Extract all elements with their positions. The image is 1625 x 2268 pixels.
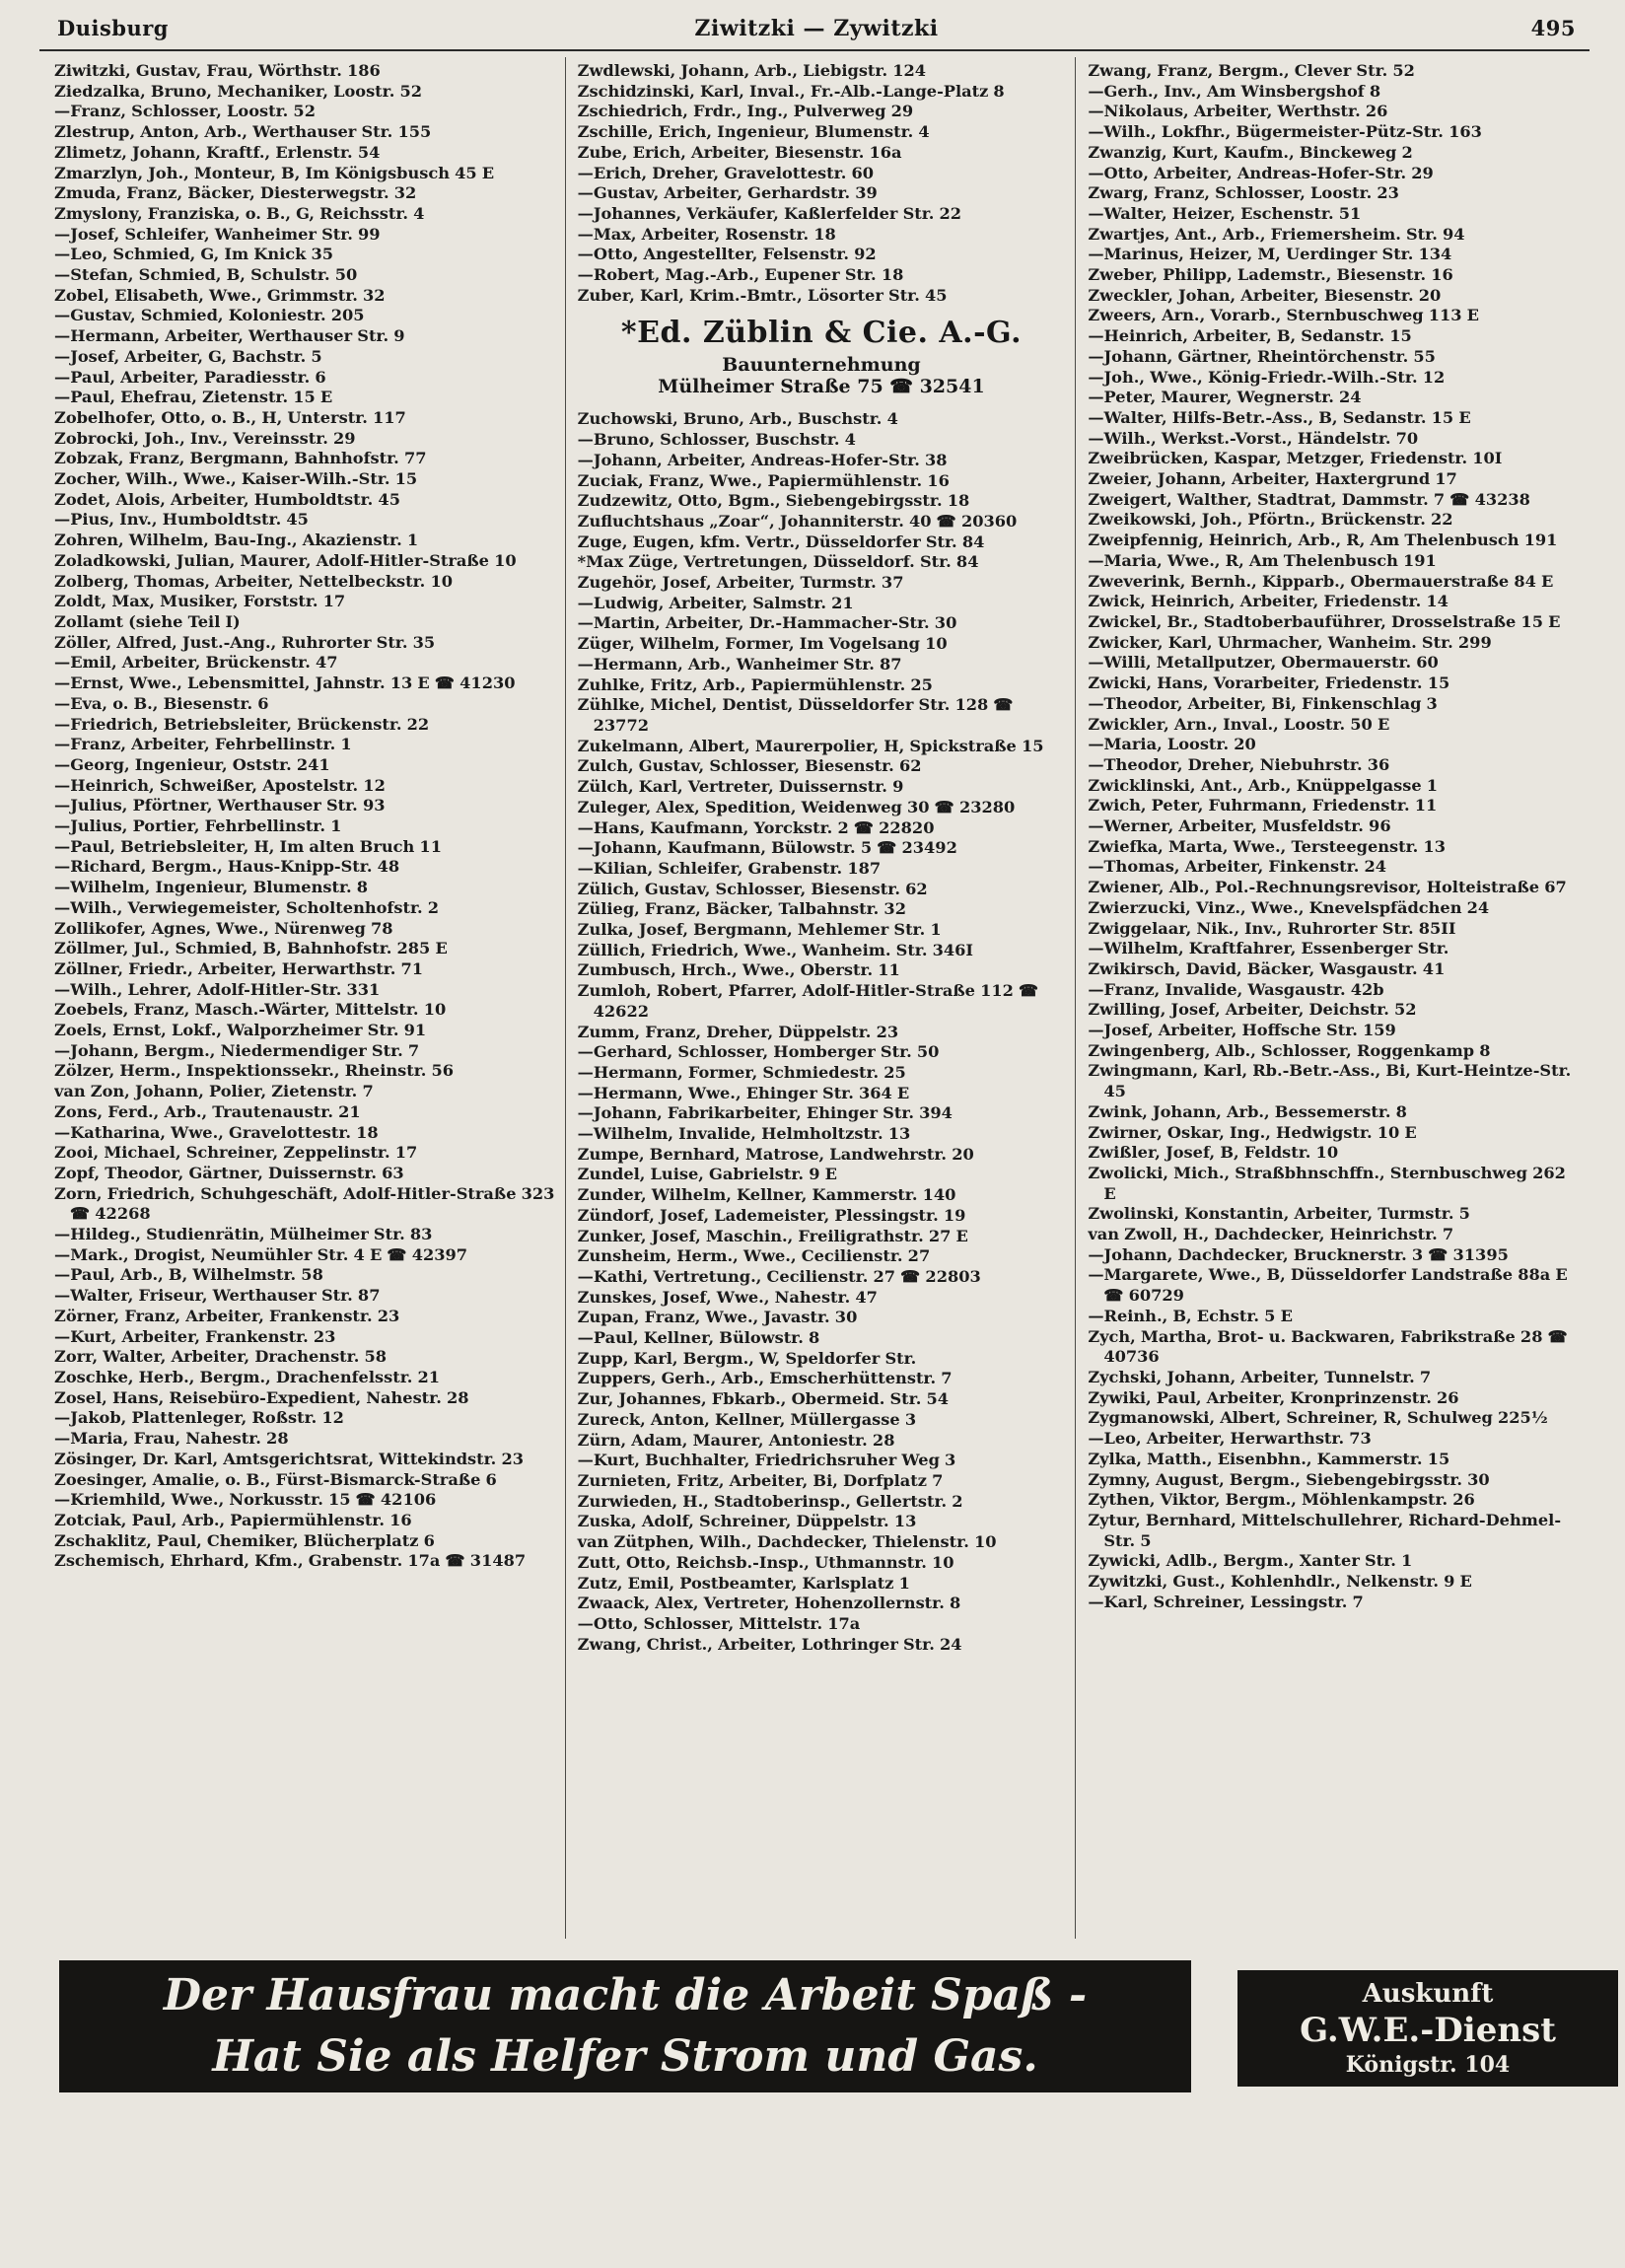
- directory-entry: —Theodor, Dreher, Niebuhrstr. 36: [1088, 754, 1390, 774]
- directory-entry: Zwanzig, Kurt, Kaufm., Binckeweg 2: [1088, 142, 1413, 162]
- directory-entry: Zweikowski, Joh., Pförtn., Brückenstr. 22: [1088, 510, 1453, 530]
- inline-ad-zueblin: [578, 306, 1066, 409]
- directory-entry: Zöllmer, Jul., Schmied, B, Bahnhofstr. 285 E: [54, 939, 448, 958]
- directory-entry: —Gustav, Arbeiter, Gerhardstr. 39: [577, 183, 878, 203]
- directory-entry: Ziedzalka, Bruno, Mechaniker, Loostr. 52: [54, 81, 422, 101]
- directory-entry: Zwingenberg, Alb., Schlosser, Roggenkamp 8: [1088, 1040, 1491, 1060]
- directory-entry: Zülieg, Franz, Bäcker, Talbahnstr. 32: [577, 899, 906, 919]
- directory-entry: —Walter, Hilfs-Betr.-Ass., B, Sedanstr. 15 E: [1088, 407, 1471, 427]
- directory-entry: —Eva, o. B., Biesenstr. 6: [54, 693, 269, 713]
- directory-entry: —Paul, Betriebsleiter, H, Im alten Bruch 11: [54, 836, 442, 856]
- directory-entry: —Maria, Wwe., R, Am Thelenbusch 191: [1088, 550, 1437, 570]
- directory-entry: Zywitzki, Gust., Kohlenhdlr., Nelkenstr. 9 E: [1088, 1572, 1472, 1592]
- directory-entry: Zuchowski, Bruno, Arb., Buschstr. 4: [577, 409, 898, 429]
- directory-entry: —Kurt, Buchhalter, Friedrichsruher Weg 3: [577, 1451, 956, 1470]
- directory-entry: Zufluchtshaus „Zoar“, Johanniterstr. 40 ☎ 20360: [577, 511, 1018, 531]
- directory-entry: Zur, Johannes, Fbkarb., Obermeid. Str. 54: [577, 1389, 949, 1409]
- directory-entry: Zoebels, Franz, Masch.-Wärter, Mittelstr. 10: [54, 1000, 447, 1020]
- directory-entry: —Peter, Maurer, Wegnerstr. 24: [1088, 388, 1362, 407]
- directory-entry: Zurnieten, Fritz, Arbeiter, Bi, Dorfplatz 7: [577, 1471, 944, 1490]
- directory-entry: Zutt, Otto, Reichsb.-Insp., Uthmannstr. 10: [577, 1552, 954, 1572]
- directory-entry: —Thomas, Arbeiter, Finkenstr. 24: [1088, 857, 1386, 877]
- directory-entry: —Hildeg., Studienrätin, Mülheimer Str. 83: [54, 1225, 433, 1244]
- directory-entry: Zych, Martha, Brot- u. Backwaren, Fabrikstraße 28 ☎ 40736: [1088, 1326, 1568, 1367]
- directory-entry: Zweipfennig, Heinrich, Arb., R, Am Thelenbusch 191: [1088, 531, 1558, 550]
- directory-entry: —Franz, Schlosser, Loostr. 52: [54, 102, 316, 121]
- directory-entry: —Paul, Arbeiter, Paradiesstr. 6: [54, 367, 326, 387]
- directory-entry: Ziwitzki, Gustav, Frau, Wörthstr. 186: [54, 61, 381, 80]
- directory-entry: Zumloh, Robert, Pfarrer, Adolf-Hitler-Straße 112 ☎ 42622: [577, 981, 1039, 1021]
- directory-entry: Zoels, Ernst, Lokf., Walporzheimer Str. 91: [54, 1021, 427, 1040]
- directory-entry: Zülich, Gustav, Schlosser, Biesenstr. 62: [577, 879, 928, 898]
- directory-entry: —Paul, Kellner, Bülowstr. 8: [577, 1328, 820, 1348]
- directory-entry: Zölzer, Herm., Inspektionssekr., Rheinstr. 56: [54, 1061, 455, 1081]
- directory-entry: van Zon, Johann, Polier, Zietenstr. 7: [54, 1082, 374, 1101]
- directory-entry: —Mark., Drogist, Neumühler Str. 4 E ☎ 42397: [54, 1244, 468, 1264]
- directory-entry: —Walter, Friseur, Werthauser Str. 87: [54, 1286, 381, 1306]
- directory-entry: Zoschke, Herb., Bergm., Drachenfelsstr. 21: [54, 1368, 441, 1386]
- directory-entry: —Kilian, Schleifer, Grabenstr. 187: [577, 858, 882, 878]
- directory-entry: —Josef, Schleifer, Wanheimer Str. 99: [54, 224, 381, 244]
- directory-entry: Zundel, Luise, Gabrielstr. 9 E: [577, 1165, 837, 1184]
- directory-entry: —Josef, Arbeiter, Hoffsche Str. 159: [1088, 1021, 1396, 1040]
- directory-entry: Zywiki, Paul, Arbeiter, Kronprinzenstr. 26: [1088, 1387, 1459, 1407]
- directory-entry: —Otto, Schlosser, Mittelstr. 17a: [577, 1613, 861, 1633]
- ad-company-name: *Ed. Züblin & Cie. A.-G.: [620, 316, 1023, 351]
- directory-entry: —Robert, Mag.-Arb., Eupener Str. 18: [577, 265, 904, 285]
- directory-column-2: [565, 57, 1076, 1939]
- directory-entry: —Reinh., B, Echstr. 5 E: [1088, 1306, 1293, 1325]
- directory-entry: Zoldt, Max, Musiker, Forststr. 17: [54, 592, 346, 611]
- directory-entry: Zymny, August, Bergm., Siebengebirgsstr. 30: [1088, 1469, 1490, 1489]
- directory-entry: Zlimetz, Johann, Kraftf., Erlenstr. 54: [54, 142, 381, 162]
- directory-entry: Zürn, Adam, Maurer, Antoniestr. 28: [577, 1430, 895, 1450]
- directory-entry: —Wilhelm, Invalide, Helmholtzstr. 13: [577, 1124, 911, 1144]
- directory-entry: —Willi, Metallputzer, Obermauerstr. 60: [1088, 653, 1439, 673]
- directory-entry: Zylka, Matth., Eisenbhn., Kammerstr. 15: [1088, 1449, 1450, 1468]
- directory-entry: —Gerhard, Schlosser, Homberger Str. 50: [577, 1042, 940, 1062]
- directory-entry: Zwolinski, Konstantin, Arbeiter, Turmstr. 5: [1088, 1204, 1470, 1224]
- directory-entry: Zuber, Karl, Krim.-Bmtr., Lösorter Str. 45: [577, 285, 948, 305]
- directory-entry: Zösinger, Dr. Karl, Amtsgerichtsrat, Wittekindstr. 23: [54, 1449, 524, 1468]
- directory-entry: Zwiggelaar, Nik., Inv., Ruhrorter Str. 85II: [1088, 918, 1456, 938]
- directory-entry: Zupan, Franz, Wwe., Javastr. 30: [577, 1308, 858, 1327]
- directory-entry: —Kurt, Arbeiter, Frankenstr. 23: [54, 1326, 336, 1346]
- directory-entry: —Katharina, Wwe., Gravelottestr. 18: [54, 1122, 379, 1142]
- directory-entry: —Wilh., Lokfhr., Bügermeister-Pütz-Str. 163: [1088, 122, 1482, 142]
- directory-entry: Zschemisch, Ehrhard, Kfm., Grabenstr. 17a ☎ 31487: [54, 1551, 527, 1571]
- directory-entry: —Gustav, Schmied, Koloniestr. 205: [54, 306, 365, 325]
- directory-entry: Zumbusch, Hrch., Wwe., Oberstr. 11: [577, 960, 900, 980]
- directory-entry: —Franz, Invalide, Wasgaustr. 42b: [1088, 979, 1384, 999]
- directory-entry: Zmuda, Franz, Bäcker, Diesterwegstr. 32: [54, 183, 417, 203]
- column-2-entries-bottom: [578, 409, 1066, 1655]
- directory-entry: Zygmanowski, Albert, Schreiner, R, Schulweg 225½: [1088, 1408, 1548, 1428]
- directory-entry: Zweier, Johann, Arbeiter, Haxtergrund 17: [1088, 469, 1457, 489]
- directory-entry: Zuppers, Gerh., Arb., Emscherhüttenstr. 7: [577, 1369, 953, 1388]
- directory-entry: Zwdlewski, Johann, Arb., Liebigstr. 124: [577, 61, 927, 80]
- directory-entry: —Nikolaus, Arbeiter, Werthstr. 26: [1088, 102, 1388, 121]
- directory-entry: Zulch, Gustav, Schlosser, Biesenstr. 62: [577, 756, 922, 776]
- directory-entry: Zulka, Josef, Bergmann, Mehlemer Str. 1: [577, 920, 942, 940]
- directory-entry: —Marinus, Heizer, M, Uerdinger Str. 134: [1088, 245, 1452, 264]
- info-box-gwe-dienst: [1237, 1970, 1618, 2087]
- directory-entry: Zobel, Elisabeth, Wwe., Grimmstr. 32: [54, 285, 386, 305]
- directory-entry: Zwiener, Alb., Pol.-Rechnungsrevisor, Holteistraße 67: [1088, 878, 1567, 897]
- directory-entry: —Johann, Gärtner, Rheintörchenstr. 55: [1088, 346, 1436, 366]
- directory-entry: Zunsheim, Herm., Wwe., Cecilienstr. 27: [577, 1246, 931, 1266]
- directory-entry: —Joh., Wwe., König-Friedr.-Wilh.-Str. 12: [1088, 367, 1446, 387]
- directory-entry: —Hermann, Arbeiter, Werthauser Str. 9: [54, 326, 405, 346]
- banner-line-2: Hat Sie als Helfer Strom und Gas.: [212, 2031, 1038, 2082]
- directory-entry: —Max, Arbeiter, Rosenstr. 18: [577, 224, 836, 244]
- directory-entry: Zocher, Wilh., Wwe., Kaiser-Wilh.-Str. 15: [54, 469, 418, 489]
- directory-entry: Zunker, Josef, Maschin., Freiligrathstr. 27 E: [577, 1226, 968, 1245]
- directory-entry: —Kathi, Vertretung., Cecilienstr. 27 ☎ 22803: [577, 1266, 981, 1286]
- directory-entry: —Emil, Arbeiter, Brückenstr. 47: [54, 653, 338, 673]
- directory-entry: *Max Züge, Vertretungen, Düsseldorf. Str. 84: [577, 552, 979, 572]
- directory-entry: —Franz, Arbeiter, Fehrbellinstr. 1: [54, 735, 352, 754]
- directory-column-1: [54, 57, 565, 1939]
- directory-entry: —Ludwig, Arbeiter, Salmstr. 21: [577, 593, 854, 612]
- directory-entry: Zube, Erich, Arbeiter, Biesenstr. 16a: [577, 142, 902, 162]
- column-2-entries-top: [578, 61, 1066, 306]
- directory-entry: —Hans, Kaufmann, Yorckstr. 2 ☎ 22820: [577, 817, 935, 837]
- page-header: [57, 16, 1576, 41]
- directory-entry: —Paul, Ehefrau, Zietenstr. 15 E: [54, 388, 333, 407]
- directory-entry: —Stefan, Schmied, B, Schulstr. 50: [54, 265, 358, 285]
- info-box-address: Königstr. 104: [1345, 2052, 1511, 2078]
- directory-entry: —Leo, Schmied, G, Im Knick 35: [54, 245, 333, 264]
- directory-entry: —Johannes, Verkäufer, Kaßlerfelder Str. 22: [577, 203, 962, 223]
- directory-entry: Zopf, Theodor, Gärtner, Duissernstr. 63: [54, 1163, 404, 1182]
- directory-entry: Zoladkowski, Julian, Maurer, Adolf-Hitler-Straße 10: [54, 550, 517, 570]
- directory-entry: —Heinrich, Arbeiter, B, Sedanstr. 15: [1088, 326, 1412, 346]
- directory-entry: Zwißler, Josef, B, Feldstr. 10: [1088, 1143, 1339, 1163]
- directory-entry: van Zwoll, H., Dachdecker, Heinrichstr. 7: [1088, 1225, 1454, 1244]
- directory-entry: Zoesinger, Amalie, o. B., Fürst-Bismarck-Straße 6: [54, 1469, 497, 1489]
- directory-entry: —Otto, Angestellter, Felsenstr. 92: [577, 245, 877, 264]
- directory-entry: Zwink, Johann, Arb., Bessemerstr. 8: [1088, 1101, 1407, 1121]
- directory-entry: —Johann, Kaufmann, Bülowstr. 5 ☎ 23492: [577, 838, 957, 858]
- directory-entry: Zwicker, Karl, Uhrmacher, Wanheim. Str. 299: [1088, 632, 1492, 652]
- header-name-range: Ziwitzki — Zywitzki: [694, 16, 939, 41]
- directory-entry: —Erich, Dreher, Gravelottestr. 60: [577, 163, 874, 182]
- directory-entry: Zmyslony, Franziska, o. B., G, Reichsstr. 4: [54, 203, 425, 223]
- directory-entry: —Wilh., Lehrer, Adolf-Hitler-Str. 331: [54, 979, 381, 999]
- directory-entry: Zwang, Christ., Arbeiter, Lothringer Str. 24: [577, 1634, 962, 1654]
- directory-entry: —Josef, Arbeiter, G, Bachstr. 5: [54, 346, 322, 366]
- directory-entry: Zweckler, Johan, Arbeiter, Biesenstr. 20: [1088, 285, 1442, 305]
- directory-entry: Zumm, Franz, Dreher, Düppelstr. 23: [577, 1022, 899, 1041]
- directory-entry: Zobelhofer, Otto, o. B., H, Unterstr. 117: [54, 407, 406, 427]
- info-box-service-name: G.W.E.-Dienst: [1300, 2011, 1556, 2050]
- directory-entry: —Kriemhild, Wwe., Norkusstr. 15 ☎ 42106: [54, 1490, 437, 1510]
- directory-entry: Zwich, Peter, Fuhrmann, Friedenstr. 11: [1088, 796, 1438, 815]
- directory-entry: Zörner, Franz, Arbeiter, Frankenstr. 23: [54, 1306, 400, 1325]
- info-box-title: Auskunft: [1362, 1979, 1494, 2009]
- directory-entry: Zwikirsch, David, Bäcker, Wasgaustr. 41: [1088, 958, 1446, 978]
- directory-entry: Zuciak, Franz, Wwe., Papiermühlenstr. 16: [577, 470, 950, 490]
- directory-entry: Zupp, Karl, Bergm., W, Speldorfer Str.: [577, 1348, 917, 1368]
- directory-entry: Zülch, Karl, Vertreter, Duissernstr. 9: [577, 777, 904, 797]
- directory-entry: Zschidzinski, Karl, Inval., Fr.-Alb.-Lange-Platz 8: [577, 81, 1005, 101]
- directory-entry: Zons, Ferd., Arb., Trautenaustr. 21: [54, 1101, 361, 1121]
- ad-address-phone: Mülheimer Straße 75 ☎ 32541: [658, 376, 985, 398]
- directory-entry: —Wilhelm, Kraftfahrer, Essenberger Str.: [1088, 939, 1449, 958]
- directory-entry: —Johann, Arbeiter, Andreas-Hofer-Str. 38: [577, 450, 948, 469]
- directory-entry: —Karl, Schreiner, Lessingstr. 7: [1088, 1592, 1364, 1611]
- directory-entry: —Hermann, Former, Schmiedestr. 25: [577, 1062, 906, 1082]
- directory-entry: Zschaklitz, Paul, Chemiker, Blücherplatz 6: [54, 1530, 435, 1550]
- directory-entry: Züger, Wilhelm, Former, Im Vogelsang 10: [577, 634, 948, 654]
- directory-entry: Zythen, Viktor, Bergm., Möhlenkampstr. 26: [1088, 1490, 1475, 1510]
- directory-entry: Zuleger, Alex, Spedition, Weidenweg 30 ☎ 23280: [577, 797, 1016, 816]
- directory-entry: —Walter, Heizer, Eschenstr. 51: [1088, 203, 1362, 223]
- directory-entry: —Maria, Frau, Nahestr. 28: [54, 1429, 289, 1449]
- directory-entry: Zolberg, Thomas, Arbeiter, Nettelbeckstr. 10: [54, 571, 453, 591]
- directory-entry: —Hermann, Wwe., Ehinger Str. 364 E: [577, 1083, 910, 1102]
- directory-entry: —Friedrich, Betriebsleiter, Brückenstr. 22: [54, 714, 430, 734]
- directory-entry: Zollikofer, Agnes, Wwe., Nürenweg 78: [54, 918, 393, 938]
- directory-entry: Zohren, Wilhelm, Bau-Ing., Akazienstr. 1: [54, 531, 419, 550]
- directory-entry: Zwingmann, Karl, Rb.-Betr.-Ass., Bi, Kurt-Heintze-Str. 45: [1088, 1061, 1572, 1101]
- directory-entry: Zlestrup, Anton, Arb., Werthauser Str. 155: [54, 122, 432, 142]
- directory-entry: —Bruno, Schlosser, Buschstr. 4: [577, 430, 856, 450]
- directory-entry: Zywicki, Adlb., Bergm., Xanter Str. 1: [1088, 1551, 1413, 1571]
- directory-entry: Zuge, Eugen, kfm. Vertr., Düsseldorfer Str. 84: [577, 532, 985, 551]
- directory-entry: —Julius, Portier, Fehrbellinstr. 1: [54, 816, 342, 836]
- directory-entry: —Wilhelm, Ingenieur, Blumenstr. 8: [54, 878, 369, 897]
- directory-entry: Zorn, Friedrich, Schuhgeschäft, Adolf-Hitler-Straße 323 ☎ 42268: [54, 1183, 555, 1224]
- directory-entry: —Hermann, Arb., Wanheimer Str. 87: [577, 654, 902, 673]
- directory-entry: Zschille, Erich, Ingenieur, Blumenstr. 4: [577, 122, 930, 142]
- header-rule: [39, 49, 1590, 51]
- directory-entry: Zwaack, Alex, Vertreter, Hohenzollernstr. 8: [577, 1594, 961, 1613]
- directory-entry: —Johann, Fabrikarbeiter, Ehinger Str. 394: [577, 1103, 953, 1123]
- directory-entry: Zündorf, Josef, Lademeister, Plessingstr. 19: [577, 1205, 966, 1225]
- directory-entry: —Paul, Arb., B, Wilhelmstr. 58: [54, 1265, 323, 1285]
- directory-entry: Zwang, Franz, Bergm., Clever Str. 52: [1088, 61, 1415, 80]
- directory-entry: Zumpe, Bernhard, Matrose, Landwehrstr. 20: [577, 1144, 974, 1164]
- directory-entry: Zwicki, Hans, Vorarbeiter, Friedenstr. 15: [1088, 673, 1450, 693]
- directory-entry: Zunder, Wilhelm, Kellner, Kammerstr. 140: [577, 1185, 956, 1205]
- directory-entry: Zwicklinski, Ant., Arb., Knüppelgasse 1: [1088, 775, 1439, 795]
- directory-entry: —Otto, Arbeiter, Andreas-Hofer-Str. 29: [1088, 163, 1434, 182]
- directory-entry: —Gerh., Inv., Am Winsbergshof 8: [1088, 81, 1381, 101]
- directory-entry: —Martin, Arbeiter, Dr.-Hammacher-Str. 30: [577, 613, 957, 633]
- directory-entry: —Margarete, Wwe., B, Düsseldorfer Landstraße 88a E ☎ 60729: [1088, 1265, 1568, 1306]
- directory-entry: Zmarzlyn, Joh., Monteur, B, Im Königsbusch 45 E: [54, 163, 495, 182]
- directory-entry: Zooi, Michael, Schreiner, Zeppelinstr. 17: [54, 1143, 418, 1163]
- directory-entry: Zodet, Alois, Arbeiter, Humboldtstr. 45: [54, 489, 400, 509]
- directory-entry: Zwarg, Franz, Schlosser, Loostr. 23: [1088, 183, 1399, 203]
- header-city: Duisburg: [57, 16, 169, 40]
- directory-entry: Zotciak, Paul, Arb., Papiermühlenstr. 16: [54, 1510, 412, 1529]
- directory-entry: Zytur, Bernhard, Mittelschullehrer, Richard-Dehmel-Str. 5: [1088, 1510, 1562, 1550]
- directory-entry: Zobrocki, Joh., Inv., Vereinsstr. 29: [54, 428, 356, 448]
- directory-entry: Zobzak, Franz, Bergmann, Bahnhofstr. 77: [54, 449, 427, 468]
- directory-column-3: [1075, 57, 1586, 1939]
- directory-entry: Zollamt (siehe Teil I): [54, 611, 241, 631]
- directory-entry: Zöller, Alfred, Just.-Ang., Ruhrorter Str. 35: [54, 632, 436, 652]
- header-page-number: 495: [1530, 16, 1576, 40]
- directory-entry: Zurwieden, H., Stadtoberinsp., Gellertstr. 2: [577, 1491, 963, 1511]
- directory-entry: —Pius, Inv., Humboldtstr. 45: [54, 510, 309, 530]
- directory-entry: —Johann, Bergm., Niedermendiger Str. 7: [54, 1040, 420, 1060]
- directory-entry: Zweigert, Walther, Stadtrat, Dammstr. 7 ☎ 43238: [1088, 489, 1530, 509]
- directory-entry: Zudzewitz, Otto, Bgm., Siebengebirgsstr. 18: [577, 491, 970, 511]
- directory-entry: van Zütphen, Wilh., Dachdecker, Thielenstr. 10: [577, 1532, 997, 1552]
- directory-entry: —Heinrich, Schweißer, Apostelstr. 12: [54, 775, 386, 795]
- directory-columns: [54, 57, 1586, 1939]
- directory-entry: Zweers, Arn., Vorarb., Sternbuschweg 113 E: [1088, 306, 1480, 325]
- directory-entry: —Maria, Loostr. 20: [1088, 735, 1256, 754]
- directory-entry: Zühlke, Michel, Dentist, Düsseldorfer Str. 128 ☎ 23772: [577, 695, 1014, 735]
- directory-entry: Züllich, Friedrich, Wwe., Wanheim. Str. 346I: [577, 940, 973, 959]
- directory-entry: Zwick, Heinrich, Arbeiter, Friedenstr. 14: [1088, 592, 1448, 611]
- directory-entry: —Theodor, Arbeiter, Bi, Finkenschlag 3: [1088, 693, 1438, 713]
- directory-entry: Zwiefka, Marta, Wwe., Tersteegenstr. 13: [1088, 836, 1446, 856]
- directory-entry: —Julius, Pförtner, Werthauser Str. 93: [54, 796, 386, 815]
- directory-entry: Zwickler, Arn., Inval., Loostr. 50 E: [1088, 714, 1390, 734]
- directory-entry: Zutz, Emil, Postbeamter, Karlsplatz 1: [577, 1573, 910, 1593]
- directory-entry: Zorr, Walter, Arbeiter, Drachenstr. 58: [54, 1347, 387, 1367]
- directory-entry: Zosel, Hans, Reisebüro-Expedient, Nahestr. 28: [54, 1387, 469, 1407]
- directory-entry: —Georg, Ingenieur, Oststr. 241: [54, 754, 330, 774]
- directory-entry: Zschiedrich, Frdr., Ing., Pulverweg 29: [577, 102, 914, 121]
- directory-entry: Zwirner, Oskar, Ing., Hedwigstr. 10 E: [1088, 1122, 1417, 1142]
- directory-entry: Zweber, Philipp, Lademstr., Biesenstr. 16: [1088, 265, 1453, 285]
- ad-business-type: Bauunternehmung: [722, 354, 921, 377]
- directory-entry: Zureck, Anton, Kellner, Müllergasse 3: [577, 1409, 917, 1429]
- directory-entry: Zwolicki, Mich., Straßbhnschffn., Sternbuschweg 262 E: [1088, 1163, 1566, 1203]
- directory-entry: Zwierzucki, Vinz., Wwe., Knevelspfädchen 24: [1088, 897, 1490, 917]
- directory-entry: Zuska, Adolf, Schreiner, Düppelstr. 13: [577, 1512, 917, 1531]
- directory-entry: Zwickel, Br., Stadtoberbauführer, Drosselstraße 15 E: [1088, 611, 1561, 631]
- directory-entry: Zwilling, Josef, Arbeiter, Deichstr. 52: [1088, 1000, 1417, 1020]
- directory-entry: Zunskes, Josef, Wwe., Nahestr. 47: [577, 1287, 878, 1307]
- directory-entry: —Ernst, Wwe., Lebensmittel, Jahnstr. 13 E ☎ 41230: [54, 673, 516, 693]
- directory-entry: —Richard, Bergm., Haus-Knipp-Str. 48: [54, 857, 400, 877]
- directory-entry: Zwartjes, Ant., Arb., Friemersheim. Str. 94: [1088, 224, 1465, 244]
- directory-entry: —Leo, Arbeiter, Herwarthstr. 73: [1088, 1429, 1372, 1449]
- directory-entry: Zweverink, Bernh., Kipparb., Obermauerstraße 84 E: [1088, 571, 1554, 591]
- bottom-ad-banner: [59, 1960, 1191, 2092]
- directory-entry: Zychski, Johann, Arbeiter, Tunnelstr. 7: [1088, 1368, 1432, 1386]
- directory-entry: —Wilh., Verwiegemeister, Scholtenhofstr. 2: [54, 897, 440, 917]
- directory-entry: Zukelmann, Albert, Maurerpolier, H, Spickstraße 15: [577, 736, 1044, 755]
- directory-entry: —Wilh., Werkst.-Vorst., Händelstr. 70: [1088, 428, 1419, 448]
- directory-entry: Zöllner, Friedr., Arbeiter, Herwarthstr. 71: [54, 958, 424, 978]
- directory-entry: Zuhlke, Fritz, Arb., Papiermühlenstr. 25: [577, 674, 933, 694]
- directory-entry: —Werner, Arbeiter, Musfeldstr. 96: [1088, 816, 1391, 836]
- directory-entry: Zugehör, Josef, Arbeiter, Turmstr. 37: [577, 573, 904, 593]
- banner-line-1: Der Hausfrau macht die Arbeit Spaß -: [163, 1970, 1088, 2021]
- directory-entry: —Jakob, Plattenleger, Roßstr. 12: [54, 1408, 344, 1428]
- directory-entry: —Johann, Dachdecker, Brucknerstr. 3 ☎ 31395: [1088, 1244, 1509, 1264]
- directory-entry: Zweibrücken, Kaspar, Metzger, Friedenstr. 10I: [1088, 449, 1503, 468]
